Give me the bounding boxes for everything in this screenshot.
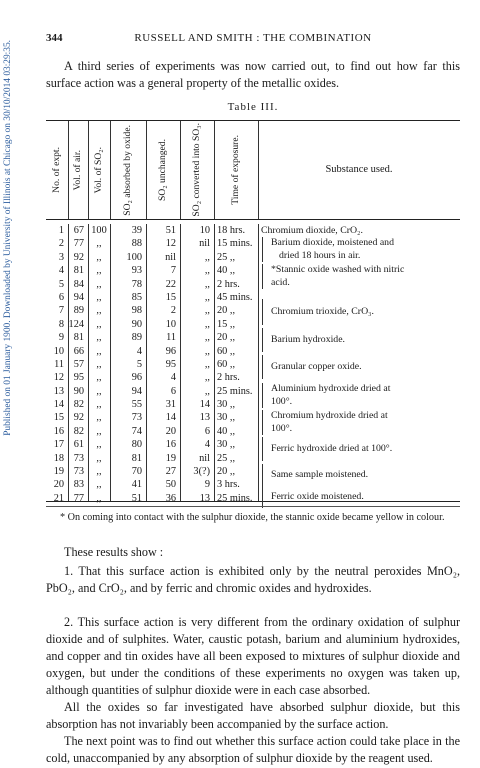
cell-vol-air: 90	[73, 385, 84, 397]
cell-vol-so2: ,,	[96, 305, 102, 317]
cell-so2-converted: 4	[204, 439, 210, 451]
cell-time: 25 mins.	[217, 385, 253, 397]
cell-vol-air: 92	[73, 412, 84, 424]
cell-time: 25 ,,	[217, 251, 236, 263]
table-header-row	[46, 120, 460, 220]
absorption-paragraph: All the oxides so far investigated have absorbed sulphur dioxide, but this absorption has not invariably been accompanied by the surface action.	[46, 700, 460, 731]
column-time	[214, 224, 259, 504]
column-so2-unchanged	[146, 224, 181, 504]
cell-time: 2 hrs.	[217, 372, 240, 384]
cell-vol-so2: ,,	[96, 238, 102, 250]
cell-so2-converted: 13	[199, 492, 210, 504]
cell-expt-no: 16	[53, 425, 64, 437]
header-vol-so2: Vol. of SO₂.	[88, 121, 111, 219]
cell-time: 40 ,,	[217, 265, 236, 277]
cell-so2-absorbed: 73	[131, 412, 142, 424]
cell-so2-absorbed: 96	[131, 372, 142, 384]
header-so2-unchanged: SO₂ unchanged.	[146, 121, 181, 219]
cell-so2-absorbed: 89	[131, 332, 142, 344]
cell-so2-unchanged: 4	[170, 372, 176, 384]
cell-time: 15 mins.	[217, 238, 253, 250]
cell-so2-unchanged: 50	[165, 479, 176, 491]
cell-time: 15 ,,	[217, 318, 236, 330]
substance-ferric-oxide: Ferric oxide moistened.	[262, 486, 364, 508]
cell-vol-so2: ,,	[96, 466, 102, 478]
cell-vol-so2: ,,	[96, 479, 102, 491]
cell-expt-no: 11	[54, 358, 64, 370]
cell-vol-so2: ,,	[96, 358, 102, 370]
cell-time: 20 ,,	[217, 332, 236, 344]
cell-so2-absorbed: 78	[131, 278, 142, 290]
cell-vol-air: 82	[73, 399, 84, 411]
cell-vol-air: 81	[73, 265, 84, 277]
cell-so2-unchanged: 95	[165, 358, 176, 370]
cell-vol-so2: ,,	[96, 332, 102, 344]
substance-barium-hydroxide: Barium hydroxide.	[262, 328, 345, 352]
cell-vol-so2: ,,	[96, 372, 102, 384]
cell-vol-air: 61	[73, 439, 84, 451]
intro-paragraph: A third series of experiments was now carried out, to find out how far this surface action was a general property of the metallic oxides.	[46, 59, 460, 90]
cell-expt-no: 5	[58, 278, 64, 290]
cell-so2-absorbed: 80	[131, 439, 142, 451]
cell-vol-so2: ,,	[96, 452, 102, 464]
cell-so2-absorbed: 74	[131, 425, 142, 437]
cell-vol-air: 77	[73, 492, 84, 504]
column-so2-absorbed	[110, 224, 147, 504]
cell-vol-air: 82	[73, 425, 84, 437]
cell-time: 30 ,,	[217, 439, 236, 451]
header-substance: Substance used.	[325, 163, 393, 175]
cell-so2-unchanged: 36	[165, 492, 176, 504]
substance-aluminium-hydroxide: Aluminium hydroxide dried at 100°.	[262, 383, 390, 408]
cell-vol-so2: ,,	[96, 439, 102, 451]
results-intro: These results show :	[64, 545, 164, 559]
cell-so2-converted: nil	[199, 452, 210, 464]
cell-vol-so2: 100	[91, 225, 107, 236]
column-substance	[258, 224, 460, 501]
cell-so2-absorbed: 39	[131, 225, 142, 236]
cell-vol-air: 81	[73, 332, 84, 344]
cell-vol-air: 95	[73, 372, 84, 384]
column-so2-converted	[180, 224, 215, 504]
cell-so2-absorbed: 90	[131, 318, 142, 330]
cell-so2-unchanged: 22	[165, 278, 176, 290]
cell-so2-absorbed: 94	[131, 385, 142, 397]
cell-expt-no: 19	[53, 466, 64, 478]
cell-so2-unchanged: 31	[165, 399, 176, 411]
cell-vol-so2: ,,	[96, 251, 102, 263]
cell-expt-no: 6	[58, 291, 64, 303]
cell-vol-air: 67	[73, 225, 84, 236]
cell-vol-air: 66	[73, 345, 84, 357]
substance-chromium-dioxide: Chromium dioxide, CrO₂.	[261, 225, 363, 236]
cell-so2-unchanged: 15	[165, 291, 176, 303]
header-expt-no: No. of expt.	[46, 121, 69, 219]
column-vol-so2	[88, 224, 111, 504]
cell-time: 30 ,,	[217, 399, 236, 411]
cell-so2-converted: ,,	[204, 332, 210, 344]
cell-time: 40 ,,	[217, 425, 236, 437]
cell-vol-air: 89	[73, 305, 84, 317]
cell-expt-no: 17	[53, 439, 64, 451]
cell-so2-absorbed: 100	[126, 251, 142, 263]
cell-time: 30 ,,	[217, 412, 236, 424]
cell-so2-absorbed: 4	[136, 345, 142, 357]
cell-vol-air: 94	[73, 291, 84, 303]
column-expt-no	[46, 224, 69, 504]
table-caption: Table III.	[227, 101, 279, 113]
cell-so2-converted: ,,	[204, 372, 210, 384]
cell-expt-no: 8	[58, 318, 64, 330]
cell-so2-converted: nil	[199, 238, 210, 250]
substance-stannic-oxide: *Stannic oxide washed with nitric acid.	[262, 264, 404, 289]
cell-vol-air: 77	[73, 238, 84, 250]
cell-vol-so2: ,,	[96, 265, 102, 277]
cell-so2-converted: ,,	[204, 278, 210, 290]
cell-time: 2 hrs.	[217, 278, 240, 290]
cell-vol-so2: ,,	[96, 492, 102, 504]
cell-so2-absorbed: 70	[131, 466, 142, 478]
cell-so2-unchanged: 27	[165, 466, 176, 478]
substance-barium-dioxide: Barium dioxide, moistened and dried 18 hours in air.	[262, 237, 394, 262]
cell-so2-converted: 13	[199, 412, 210, 424]
cell-expt-no: 9	[58, 332, 64, 344]
cell-expt-no: 4	[58, 265, 64, 277]
cell-vol-so2: ,,	[96, 345, 102, 357]
cell-time: 3 hrs.	[217, 479, 240, 491]
cell-time: 45 mins.	[217, 291, 253, 303]
cell-so2-converted: 9	[204, 479, 210, 491]
cell-vol-so2: ,,	[96, 278, 102, 290]
substance-ferric-hydroxide: Ferric hydroxide dried at 100°.	[262, 437, 392, 461]
cell-expt-no: 12	[53, 372, 64, 384]
cell-vol-air: 124	[68, 318, 84, 330]
cell-so2-unchanged: 14	[165, 412, 176, 424]
cell-so2-absorbed: 81	[131, 452, 142, 464]
cell-time: 18 hrs.	[217, 225, 246, 236]
cell-so2-absorbed: 93	[131, 265, 142, 277]
results-table	[46, 120, 460, 502]
cell-vol-air: 73	[73, 452, 84, 464]
cell-so2-unchanged: 19	[165, 452, 176, 464]
cell-so2-unchanged: 20	[165, 425, 176, 437]
cell-so2-unchanged: 12	[165, 238, 176, 250]
table-footnote: * On coming into contact with the sulphur dioxide, the stannic oxide became yellow in colour.	[46, 506, 460, 524]
cell-so2-unchanged: 10	[165, 318, 176, 330]
cell-so2-converted: ,,	[204, 358, 210, 370]
next-point-paragraph: The next point was to find out whether this surface action could take place in the cold, unaccompanied by any absorption of sulphur dioxide by the reagent used.	[46, 734, 460, 765]
cell-time: 25 mins.	[217, 492, 253, 504]
cell-time: 25 ,,	[217, 452, 236, 464]
substance-copper-oxide: Granular copper oxide.	[262, 355, 362, 379]
cell-so2-converted: 10	[199, 225, 210, 236]
cell-so2-absorbed: 41	[131, 479, 142, 491]
cell-expt-no: 20	[53, 479, 64, 491]
cell-so2-unchanged: 96	[165, 345, 176, 357]
cell-so2-unchanged: 2	[170, 305, 176, 317]
cell-expt-no: 7	[58, 305, 64, 317]
page-number: 344	[46, 32, 63, 44]
cell-so2-unchanged: 7	[170, 265, 176, 277]
column-vol-air	[68, 224, 89, 504]
cell-expt-no: 2	[58, 238, 64, 250]
cell-so2-converted: 14	[199, 399, 210, 411]
cell-expt-no: 15	[53, 412, 64, 424]
cell-so2-converted: ,,	[204, 305, 210, 317]
cell-so2-absorbed: 55	[131, 399, 142, 411]
cell-so2-unchanged: 16	[165, 439, 176, 451]
table-body	[46, 220, 460, 502]
cell-expt-no: 1	[58, 225, 64, 236]
cell-expt-no: 10	[53, 345, 64, 357]
cell-so2-converted: 3(?)	[193, 466, 210, 478]
cell-vol-air: 84	[73, 278, 84, 290]
cell-so2-converted: ,,	[204, 318, 210, 330]
cell-vol-so2: ,,	[96, 412, 102, 424]
cell-vol-so2: ,,	[96, 385, 102, 397]
cell-so2-absorbed: 85	[131, 291, 142, 303]
cell-time: 20 ,,	[217, 466, 236, 478]
cell-expt-no: 18	[53, 452, 64, 464]
cell-expt-no: 21	[53, 492, 64, 504]
cell-vol-air: 83	[73, 479, 84, 491]
cell-time: 20 ,,	[217, 305, 236, 317]
cell-so2-unchanged: 11	[166, 332, 176, 344]
result-point-2: 2. This surface action is very different from the ordinary oxidation of sulphur dioxide and of sulphites. Water, caustic potash, barium and aluminium hydroxides, and copper and tin oxides have all been exposed to mixtures of sulphur dioxide and oxygen, but under the conditions of these experiments no oxygen was taken up, although quantities of sulphur dioxide were in each case absorbed.	[46, 615, 460, 697]
cell-so2-converted: 6	[204, 425, 210, 437]
cell-so2-converted: ,,	[204, 251, 210, 263]
cell-expt-no: 13	[53, 385, 64, 397]
header-so2-absorbed: SO₂ absorbed by oxide.	[110, 121, 147, 219]
cell-vol-air: 57	[73, 358, 84, 370]
cell-so2-unchanged: 51	[165, 225, 176, 236]
substance-chromium-trioxide: Chromium trioxide, CrO₃.	[262, 299, 374, 325]
cell-vol-so2: ,,	[96, 399, 102, 411]
cell-so2-absorbed: 88	[131, 238, 142, 250]
cell-so2-unchanged: 6	[170, 385, 176, 397]
substance-same-sample: Same sample moistened.	[262, 464, 368, 486]
cell-vol-so2: ,,	[96, 291, 102, 303]
result-point-1: 1. That this surface action is exhibited only by the neutral peroxides MnO₂, PbO₂, and CrO₂, and by ferric and chromic oxides and hydroxides.	[46, 564, 460, 595]
cell-so2-converted: ,,	[204, 385, 210, 397]
cell-vol-so2: ,,	[96, 425, 102, 437]
header-so2-converted: SO₂ converted into SO₃.	[180, 121, 215, 219]
header-time: Time of exposure.	[214, 121, 259, 219]
cell-vol-so2: ,,	[96, 318, 102, 330]
substance-chromium-hydroxide: Chromium hydroxide dried at 100°.	[262, 410, 388, 435]
cell-expt-no: 3	[58, 251, 64, 263]
cell-so2-converted: ,,	[204, 291, 210, 303]
cell-vol-air: 73	[73, 466, 84, 478]
header-vol-air: Vol. of air.	[68, 121, 89, 219]
running-title: RUSSELL AND SMITH : THE COMBINATION	[134, 32, 372, 44]
cell-so2-converted: ,,	[204, 345, 210, 357]
cell-so2-converted: ,,	[204, 265, 210, 277]
cell-so2-absorbed: 51	[131, 492, 142, 504]
download-watermark: Published on 01 January 1900. Downloaded by University of Illinois at Chicago on 30/10/2014 03:29:35.	[3, 40, 13, 436]
cell-so2-unchanged: nil	[165, 251, 176, 263]
cell-expt-no: 14	[53, 399, 64, 411]
cell-time: 60 ,,	[217, 345, 236, 357]
cell-vol-air: 92	[73, 251, 84, 263]
cell-time: 60 ,,	[217, 358, 236, 370]
cell-so2-absorbed: 98	[131, 305, 142, 317]
cell-so2-absorbed: 5	[136, 358, 142, 370]
